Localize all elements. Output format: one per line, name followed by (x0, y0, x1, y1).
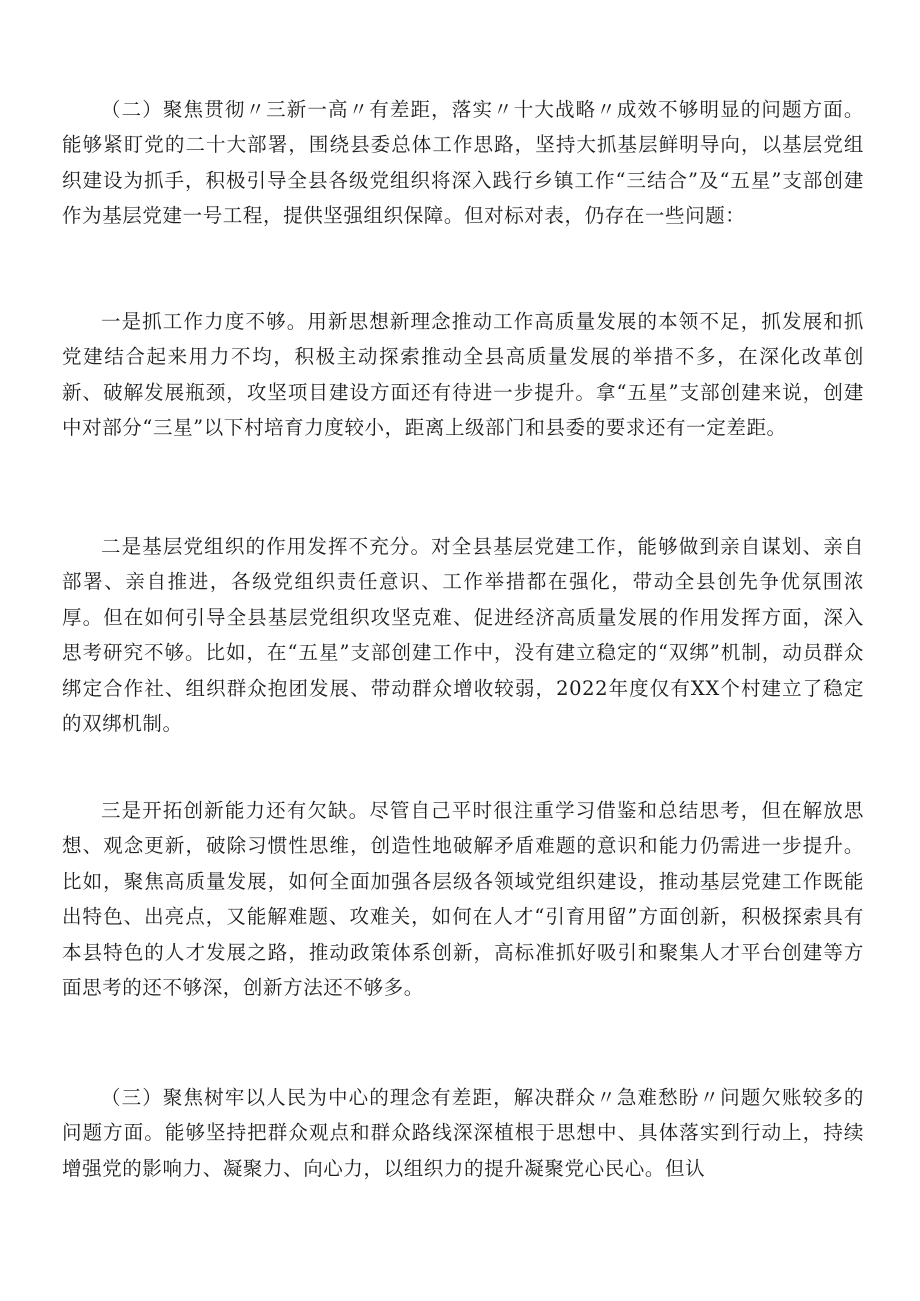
paragraph-section-2-intro: （二）聚焦贯彻〃三新一高〃有差距，落实〃十大战略〃成效不够明显的问题方面。能够紧盯党的二十大部署，围绕县委总体工作思路，坚持大抓基层鲜明导向，以基层党组织建设为抓手，积极引导全县各级党组织将深入践行乡镇工作“三结合”及“五星”支部创建作为基层党建一号工程，提供坚强组织保障。但对标对表，仍存在一些问题： (62, 98, 864, 228)
paragraph-issue-2: 二是基层党组织的作用发挥不充分。对全县基层党建工作，能够做到亲自谋划、亲自部署、亲自推进，各级党组织责任意识、工作举措都在强化，带动全县创先争优氛围浓厚。但在如何引导全县基层党组织攻坚克难、促进经济高质量发展的作用发挥方面，深入思考研究不够。比如，在“五星”支部创建工作中，没有建立稳定的“双绑”机制，动员群众绑定合作社、组织群众抱团发展、带动群众增收较弱，2022年度仅有XX个村建立了稳定的双绑机制。 (62, 535, 864, 736)
paragraph-issue-3: 三是开拓创新能力还有欠缺。尽管自己平时很注重学习借鉴和总结思考，但在解放思想、观念更新，破除习惯性思维，创造性地破解矛盾难题的意识和能力仍需进一步提升。比如，聚焦高质量发展，如何全面加强各层级各领域党组织建设，推动基层党建工作既能出特色、出亮点，又能解难题、攻难关，如何在人才“引育用留”方面创新，积极探索具有本县特色的人才发展之路，推动政策体系创新，高标准抓好吸引和聚集人才平台创建等方面思考的还不够深，创新方法还不够多。 (62, 799, 864, 1000)
paragraph-issue-1: 一是抓工作力度不够。用新思想新理念推动工作高质量发展的本领不足，抓发展和抓党建结合起来用力不均，积极主动探索推动全县高质量发展的举措不多，在深化改革创新、破解发展瓶颈，攻坚项目建设方面还有待进一步提升。拿“五星”支部创建来说，创建中对部分“三星”以下村培育力度较小，距离上级部门和县委的要求还有一定差距。 (62, 310, 864, 440)
paragraph-section-3-intro: （三）聚焦树牢以人民为中心的理念有差距，解决群众〃急难愁盼〃问题欠账较多的问题方面。能够坚持把群众观点和群众路线深深植根于思想中、具体落实到行动上，持续增强党的影响力、凝聚力、向心力，以组织力的提升凝聚党心民心。但认 (62, 1086, 864, 1180)
